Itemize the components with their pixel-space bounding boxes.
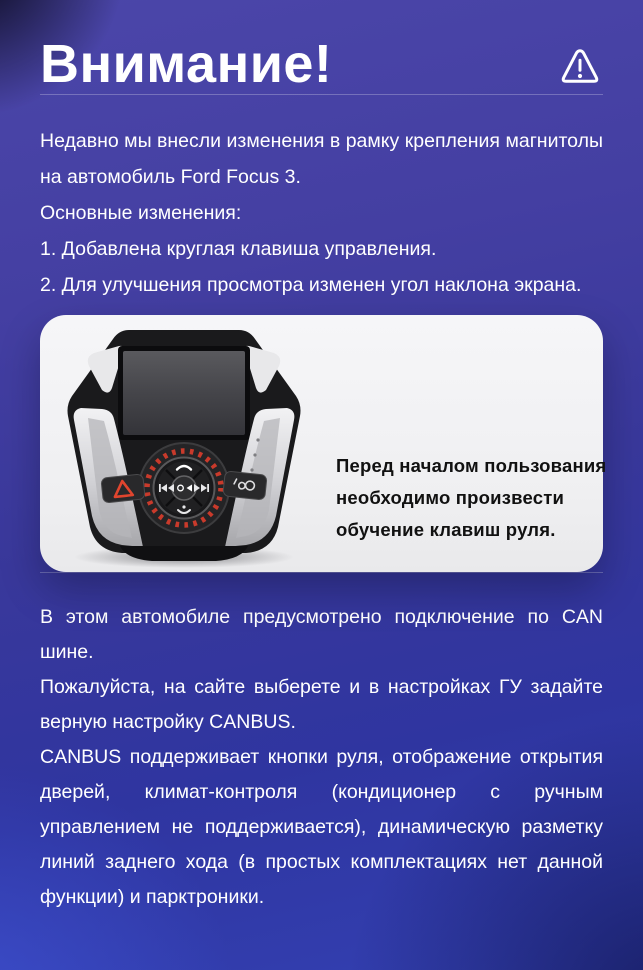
canbus-paragraph-1: В этом автомобиле предусмотрено подключение по CAN шине. [40, 606, 603, 663]
head-unit-image [48, 322, 320, 570]
change-item-1: 1. Добавлена круглая клавиша управления. [40, 238, 437, 260]
canbus-section [40, 600, 603, 915]
intro-paragraph: Недавно мы внесли изменения в рамку крепления магнитолы на автомобиль Ford Focus 3. [40, 130, 603, 188]
caption-line: Перед началом пользования [336, 455, 607, 476]
divider-bottom [40, 572, 603, 573]
hazard-button [101, 474, 145, 503]
page-title: Внимание! [40, 34, 333, 94]
display-button [223, 471, 267, 500]
divider-top [40, 94, 603, 95]
device-base [120, 546, 248, 561]
caption-line: необходимо произвести [336, 487, 565, 508]
screen [123, 351, 245, 435]
intro-section [40, 123, 603, 303]
canbus-paragraph-3: CANBUS поддерживает кнопки руля, отображение открытия дверей, климат-контроля (кондиционер с ручным управлением не поддерживается), динамическую разметку линий заднего хода (в простых комплектациях нет данной функции) и парктроники. [40, 746, 603, 908]
product-card [40, 315, 607, 572]
canbus-paragraph-2: Пожалуйста, на сайте выберете и в настройках ГУ задайте верную настройку CANBUS. [40, 676, 603, 733]
intro-subtitle: Основные изменения: [40, 202, 242, 224]
knob-ok-button [172, 476, 196, 500]
warning-triangle-icon [559, 46, 601, 86]
change-item-2: 2. Для улучшения просмотра изменен угол наклона экрана. [40, 274, 582, 296]
caption-line: обучение клавиш руля. [336, 519, 556, 540]
card-caption [336, 450, 607, 546]
